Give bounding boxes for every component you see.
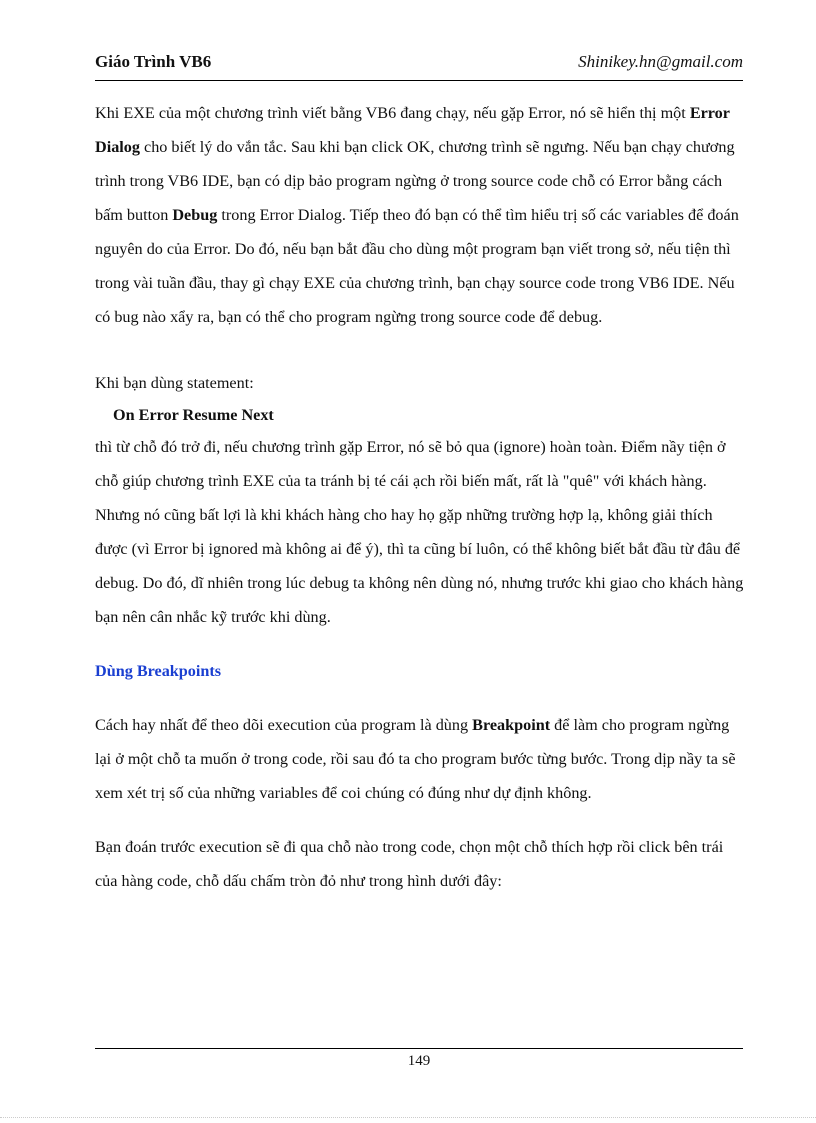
footer-rule [95,1048,743,1049]
paragraph-error-dialog [95,96,745,334]
code-statement: On Error Resume Next [113,406,274,424]
text-run: trong Error Dialog. Tiếp theo đó bạn có thể tìm hiểu trị số các variables để đoán nguyên do của Error. Do đó, nếu bạn bắt đầu cho dùng một program bạn viết trong sở, nếu tiện thì trong vài tuần đầu, thay gì chạy EXE của chương trình, bạn chạy source code trong VB6 IDE. Nếu có bug nào xẩy ra, bạn có thể cho program ngừng trong source code để debug. [95,206,739,326]
page-content [95,96,745,898]
page-number: 149 [407,1053,431,1069]
text-run: Cách hay nhất để theo dõi execution của program là dùng [95,716,473,734]
document-title: Giáo Trình VB6 [95,52,212,71]
bold-term: Debug [172,206,218,224]
paragraph-click-left: Bạn đoán trước execution sẽ đi qua chỗ nào trong code, chọn một chỗ thích hợp rồi click bên trái của hàng code, chỗ dấu chấm tròn đỏ như trong hình dưới đây: [95,838,724,890]
paragraph-breakpoint [95,708,745,810]
page-header [95,52,743,81]
page-bottom-edge [0,1117,816,1118]
bold-term: Breakpoint [472,716,551,734]
paragraph-on-error: thì từ chỗ đó trở đi, nếu chương trình gặp Error, nó sẽ bỏ qua (ignore) hoàn toàn. Điểm nầy tiện ở chỗ giúp chương trình EXE của ta tránh bị té cái ạch rồi biến mất, rất là "quê" với khách hàng. Nhưng nó cũng bất lợi là khi khách hàng cho hay họ gặp những trường hợp lạ, không giải thích được (vì Error bị ignored mà không ai để ý), thì ta cũng bí luôn, có thể không biết bắt đầu từ đâu để debug. Do đó, dĩ nhiên trong lúc debug ta không nên dùng nó, nhưng trước khi giao cho khách hàng bạn nên cân nhắc kỹ trước khi dùng. [95,438,744,626]
author-email: Shinikey.hn@gmail.com [578,52,743,71]
section-heading: Dùng Breakpoints [95,662,222,680]
paragraph-statement-intro: Khi bạn dùng statement: [95,374,254,392]
text-run: Khi EXE của một chương trình viết bằng VB6 đang chạy, nếu gặp Error, nó sẽ hiển thị một [95,104,690,122]
text-run: cho biết lý do vắn tắc. Sau khi bạn click OK, chương trình sẽ ngưng. Nếu bạn chạy chương trình trong VB6 IDE, bạn có dịp bảo program ngừng ở trong source code chỗ có Error bằng cách bấm button [95,138,735,224]
bold-term: Error Dialog [95,104,730,156]
text-run: để làm cho program ngừng lại ở một chỗ ta muốn ở trong code, rồi sau đó ta cho program bước từng bước. Trong dịp nầy ta sẽ xem xét trị số của những variables để coi chúng có đúng như dự định không. [95,716,736,802]
